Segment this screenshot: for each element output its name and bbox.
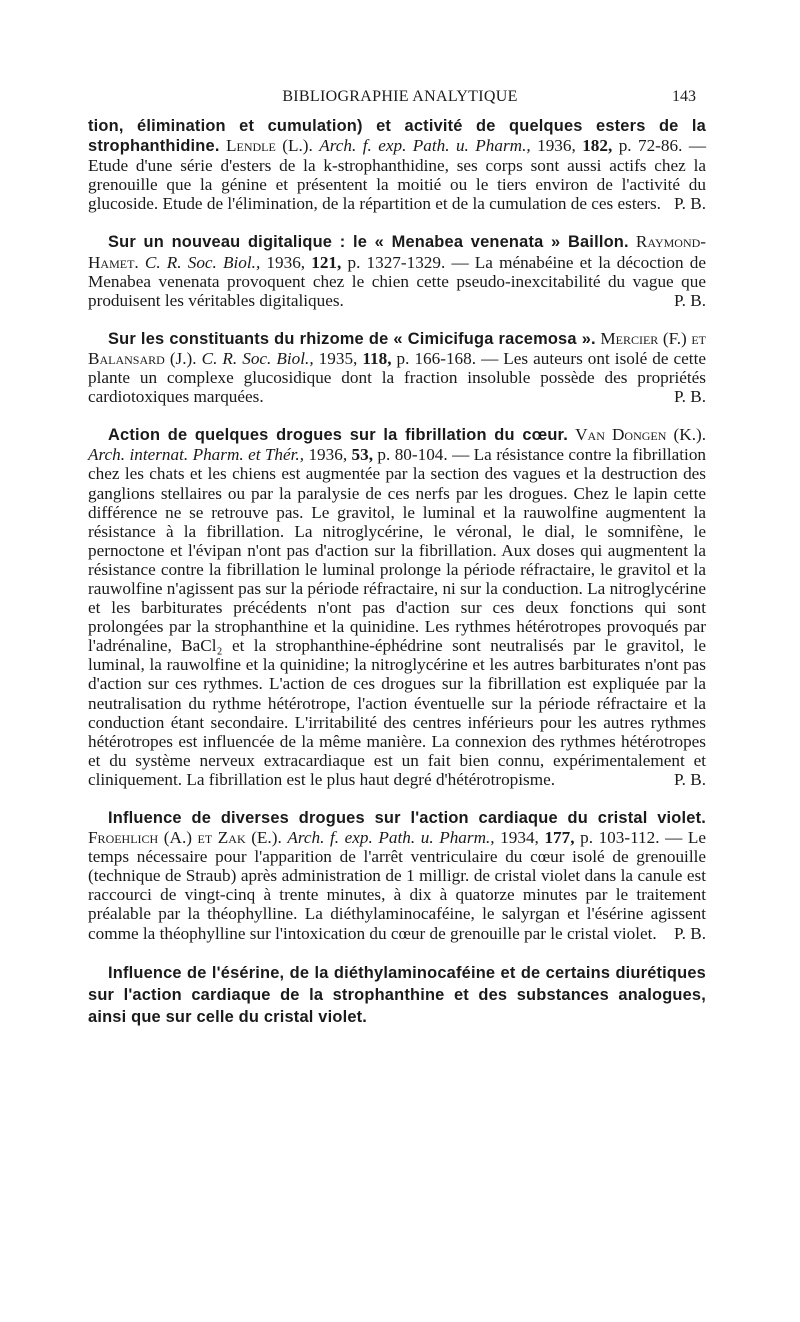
entry-volume: 121,	[311, 252, 342, 272]
entry-title: tion, élimination et cumulation) et activité de quelques esters de la strophanthidine.	[88, 117, 706, 156]
entry-pages: p. 80-104.	[377, 445, 448, 465]
entry-pages: p. 1327-1329.	[347, 252, 446, 272]
running-header	[0, 88, 800, 110]
entry-paragraph	[88, 329, 706, 406]
entry-abstract: — Etude d'une série d'esters de la k-strophanthidine, ses corps sont aussi actifs chez la grenouille que la génine et présentent la moitié ou le tiers environ de l'activité du glucoside. Etude de l'élimination, de la répartition et de la cumulation de ces esters.	[88, 136, 707, 214]
entry-signature: P. B.	[673, 290, 706, 310]
entry-year: 1936,	[537, 136, 576, 156]
entry-title: Influence de l'ésérine, de la diéthylaminocaféine et de certains diurétiques sur l'action cardiaque de la strophanthine et des substances analogues, ainsi que sur celle du cristal violet.	[88, 963, 706, 1026]
entry-authors: Lendle (L.).	[226, 136, 313, 156]
entry-volume: 182,	[582, 136, 613, 156]
entry-year: 1935,	[318, 348, 358, 368]
entry-journal: Arch. f. exp. Path. u. Pharm.,	[319, 136, 531, 156]
entry-pages: p. 103-112.	[580, 828, 660, 848]
entry-year: 1936,	[308, 445, 348, 465]
entry-journal: C. R. Soc. Biol.,	[201, 348, 314, 368]
entry-pages: p. 166-168.	[396, 348, 477, 368]
entry-title: Influence de diverses drogues sur l'action cardiaque du cristal violet.	[108, 809, 706, 827]
entry-volume: 177,	[544, 828, 575, 848]
entry-signature: P. B.	[673, 387, 706, 407]
entry-paragraph	[88, 232, 706, 309]
bibliography-content	[88, 116, 706, 1047]
entry-volume: 53,	[351, 445, 373, 465]
entry-title: Action de quelques drogues sur la fibrillation du cœur.	[108, 426, 568, 445]
entry-authors: Raymond-Hamet.	[88, 232, 707, 272]
entry-paragraph	[88, 425, 706, 789]
entry-signature: P. B.	[673, 194, 706, 214]
bibliography-entry	[88, 808, 706, 943]
entry-signature: P. B.	[673, 923, 706, 943]
entry-paragraph	[88, 962, 706, 1028]
entry-year: 1936,	[266, 252, 306, 272]
entry-volume: 118,	[362, 348, 392, 368]
entry-abstract: — La ménabéine et la décoction de Menabea venenata provoquent chez le chien cette pseudo-inexcitabilité du vague que produisent les véritables digitaliques.	[88, 252, 706, 310]
entry-abstract: — Le temps nécessaire pour l'apparition de l'arrêt ventriculaire du cœur isolé de grenouille (technique de Straub) après administration de 1 milligr. de cristal violet dans la canule est raccourci de vingt-cinq à trente minutes, à dix à quatorze minutes par le traitement préalable par la théophylline. La diéthylaminocaféine, le salyrgan et l'ésérine agissent comme la théophylline sur l'intoxication du cœur de grenouille par le cristal violet.	[88, 828, 707, 943]
entry-authors: Van Dongen (K.).	[575, 425, 707, 445]
running-title: BIBLIOGRAPHIE ANALYTIQUE	[282, 88, 518, 105]
entry-signature: P. B.	[673, 769, 706, 789]
page-number: 143	[672, 88, 696, 105]
entry-journal: C. R. Soc. Biol.,	[144, 252, 261, 272]
entry-paragraph	[88, 808, 706, 943]
bibliography-entry	[88, 116, 706, 213]
entry-abstract: — La résistance contre la fibrillation chez les chats et les chiens est augmentée par la section des vagues et la destruction des ganglions stellaires ou par la paralysie de ces nerfs par les drogues. Chez le lapin cette différence ne se retrouve pas. Le gravitol, le luminal et la rauwolfine augmentent la résistance à la fibrillation. La nitroglycérine, le véronal, le dial, le somnifène, le pernoctone et l'évipan n'ont pas d'action sur la fibrillation. Aux doses qui augmentent la résistance contre la fibrillation le luminal prolonge la période réfractaire, le gravitol et la rauwolfine n'agissent pas sur la période réfractaire, ni sur la conduction. La nitroglycérine et les barbiturates précédents n'ont pas d'action sur ces deux fonctions qui sont prolongées par la strophanthine et la quinidine. Les rythmes hétérotropes provoqués par l'adrénaline, BaCl₂ et la strophanthine-éphédrine sont neutralisés par le gravitol, le luminal, la rauwolfine et la quinidine; la nitroglycérine et les autres barbiturates n'ont pas d'action sur ces rythmes. L'action de ces drogues sur la fibrillation est expliquée par la neutralisation du rythme hétérotrope, l'action éventuelle sur la période réfractaire et la conduction étant secondaire. L'irritabilité des centres inférieurs pour les autres rythmes hétérotropes est influencée de la même manière. La connexion des rythmes hétérotropes et du système nerveux extracardiaque est un fait bien connu, expérimentalement et cliniquement. La fibrillation est le plus haut degré d'hétérotropisme.	[88, 445, 707, 789]
bibliography-entry	[88, 232, 706, 309]
bibliography-entry	[88, 962, 706, 1028]
entry-paragraph	[88, 116, 706, 213]
entry-pages: p. 72-86.	[618, 136, 683, 156]
entry-title: Sur un nouveau digitalique : le « Menabea venenata » Baillon.	[108, 233, 629, 252]
entry-authors: Mercier (F.) et Balansard (J.).	[88, 328, 706, 368]
entry-journal: Arch. f. exp. Path. u. Pharm.,	[287, 828, 495, 848]
entry-abstract: — Les auteurs ont isolé de cette plante un complexe glucosidique dont la fraction insoluble possède des propriétés cardiotoxiques marquées.	[88, 348, 706, 407]
entry-title: Sur les constituants du rhizome de « Cimicifuga racemosa ».	[108, 329, 596, 348]
entry-year: 1934,	[500, 828, 539, 848]
bibliography-entry	[88, 425, 706, 789]
bibliography-entry	[88, 329, 706, 406]
entry-journal: Arch. internat. Pharm. et Thér.,	[88, 445, 305, 465]
entry-authors: Froehlich (A.) et Zak (E.).	[88, 828, 282, 848]
